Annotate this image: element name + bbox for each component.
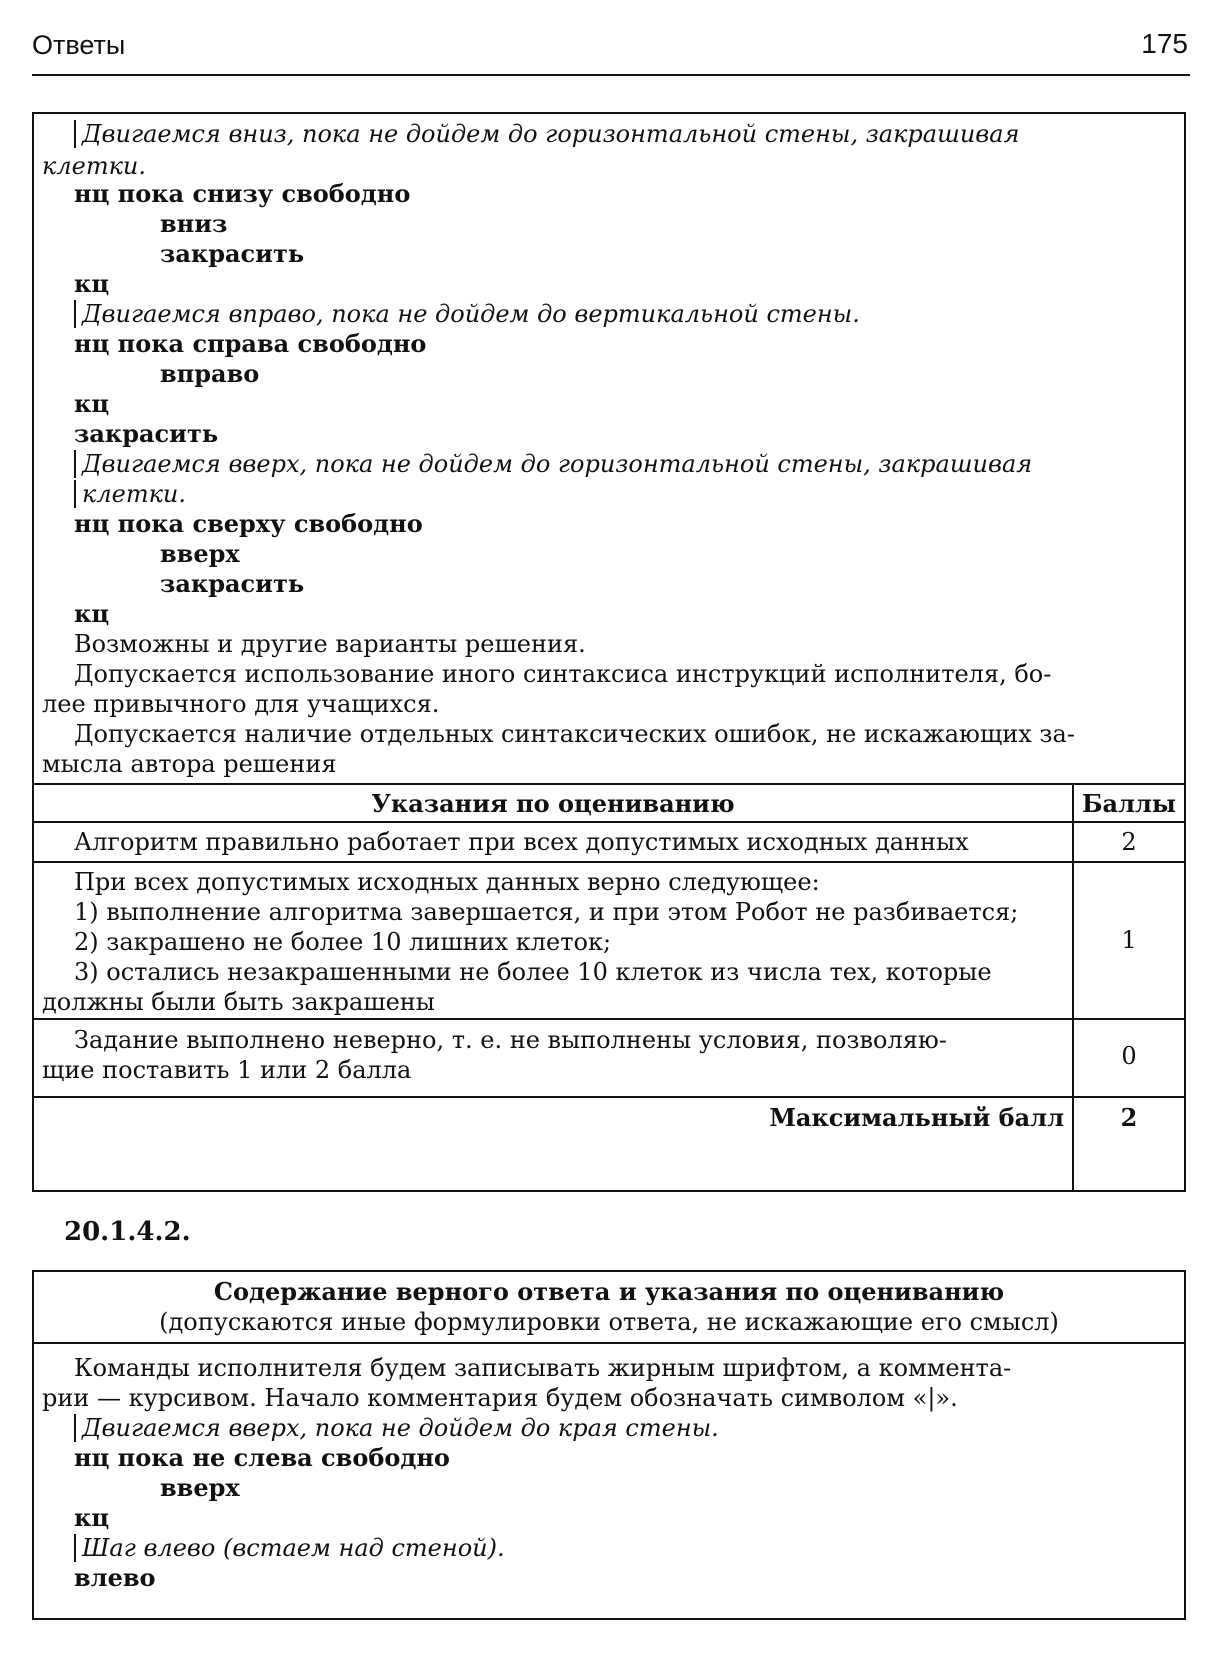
- intro-text: Команды исполнителя будем записывать жирным шрифтом, а коммента-: [74, 1354, 1012, 1382]
- criteria-text: 1) выполнение алгоритма завершается, и при этом Робот не разбивается;: [74, 898, 1019, 926]
- note-text: лее привычного для учащихся.: [42, 690, 440, 718]
- points-value: 1: [1121, 926, 1137, 954]
- criteria-text: Задание выполнено неверно, т. е. не выполнены условия, позволяю-: [74, 1026, 947, 1054]
- comment-text: Двигаемся вправо, пока не дойдем до вертикальной стены.: [82, 300, 860, 328]
- comment-line: [74, 1412, 719, 1444]
- comment-text: Шаг влево (встаем над стеной).: [82, 1534, 505, 1562]
- code-loop: нц пока сверху свободно: [74, 509, 423, 538]
- max-score-value: 2: [1120, 1103, 1138, 1132]
- table-divider: [34, 1096, 1184, 1098]
- code-command: вниз: [160, 209, 228, 238]
- criteria-text: должны были быть закрашены: [42, 988, 435, 1016]
- table-header-criteria: Указания по оцениванию: [371, 789, 735, 818]
- criteria-text: 2) закрашено не более 10 лишних клеток;: [74, 928, 612, 956]
- table-divider: [34, 861, 1184, 863]
- code-loop-end: кц: [74, 389, 110, 418]
- answer-box-1: [32, 112, 1186, 1192]
- code-loop: нц пока снизу свободно: [74, 179, 411, 208]
- criteria-text: 3) остались незакрашенными не более 10 клеток из числа тех, которые: [74, 958, 992, 986]
- comment-text: клетки.: [42, 152, 146, 180]
- criteria-text: При всех допустимых исходных данных верно следующее:: [74, 868, 820, 896]
- code-command: вверх: [160, 1473, 240, 1502]
- answer-box-2: [32, 1270, 1186, 1620]
- code-command: закрасить: [74, 419, 219, 448]
- box-subheading: (допускаются иные формулировки ответа, не искажающие его смысл): [159, 1308, 1059, 1336]
- box-divider: [34, 1342, 1184, 1344]
- note-text: мысла автора решения: [42, 750, 337, 778]
- table-divider: [34, 1018, 1184, 1020]
- code-loop-end: кц: [74, 1503, 110, 1532]
- max-score-label: Максимальный балл: [769, 1103, 1064, 1132]
- comment-line: [74, 118, 1019, 150]
- section-title: Ответы: [32, 30, 126, 60]
- comment-marker: [74, 1534, 76, 1562]
- code-loop: нц пока не слева свободно: [74, 1443, 450, 1472]
- code-command: влево: [74, 1563, 156, 1592]
- note-text: Допускается наличие отдельных синтаксических ошибок, не искажающих за-: [74, 720, 1075, 748]
- comment-marker: [74, 300, 76, 328]
- comment-marker: [74, 120, 76, 148]
- code-command: вверх: [160, 539, 240, 568]
- comment-line: [74, 448, 1032, 480]
- intro-text: рии — курсивом. Начало комментария будем обозначать символом «|».: [42, 1384, 958, 1412]
- comment-line: [74, 1532, 505, 1564]
- comment-line: [74, 298, 860, 330]
- code-loop: нц пока справа свободно: [74, 329, 427, 358]
- task-number: 20.1.4.2.: [64, 1217, 191, 1247]
- comment-marker: [74, 480, 76, 508]
- code-command: закрасить: [160, 239, 305, 268]
- code-command: вправо: [160, 359, 260, 388]
- comment-text: Двигаемся вверх, пока не дойдем до края стены.: [82, 1414, 719, 1442]
- comment-text: Двигаемся вверх, пока не дойдем до горизонтальной стены, закрашивая: [82, 450, 1033, 478]
- comment-text: Двигаемся вниз, пока не дойдем до горизонтальной стены, закрашивая: [82, 120, 1020, 148]
- points-value: 2: [1121, 828, 1137, 856]
- criteria-text: Алгоритм правильно работает при всех допустимых исходных данных: [74, 828, 969, 856]
- note-text: Возможны и другие варианты решения.: [74, 630, 586, 658]
- comment-marker: [74, 450, 76, 478]
- table-header-points: Баллы: [1082, 789, 1176, 818]
- box-heading: Содержание верного ответа и указания по оцениванию: [213, 1277, 1005, 1306]
- comment-line: [74, 478, 186, 510]
- note-text: Допускается использование иного синтаксиса инструкций исполнителя, бо-: [74, 660, 1052, 688]
- code-loop-end: кц: [74, 269, 110, 298]
- page-number: 175: [1141, 28, 1188, 59]
- code-command: закрасить: [160, 569, 305, 598]
- comment-marker: [74, 1414, 76, 1442]
- criteria-text: щие поставить 1 или 2 балла: [42, 1056, 412, 1084]
- table-divider: [34, 821, 1184, 823]
- table-divider: [34, 783, 1184, 785]
- comment-text: клетки.: [82, 480, 186, 508]
- page-header: [32, 22, 1190, 76]
- code-loop-end: кц: [74, 599, 110, 628]
- points-value: 0: [1121, 1042, 1137, 1070]
